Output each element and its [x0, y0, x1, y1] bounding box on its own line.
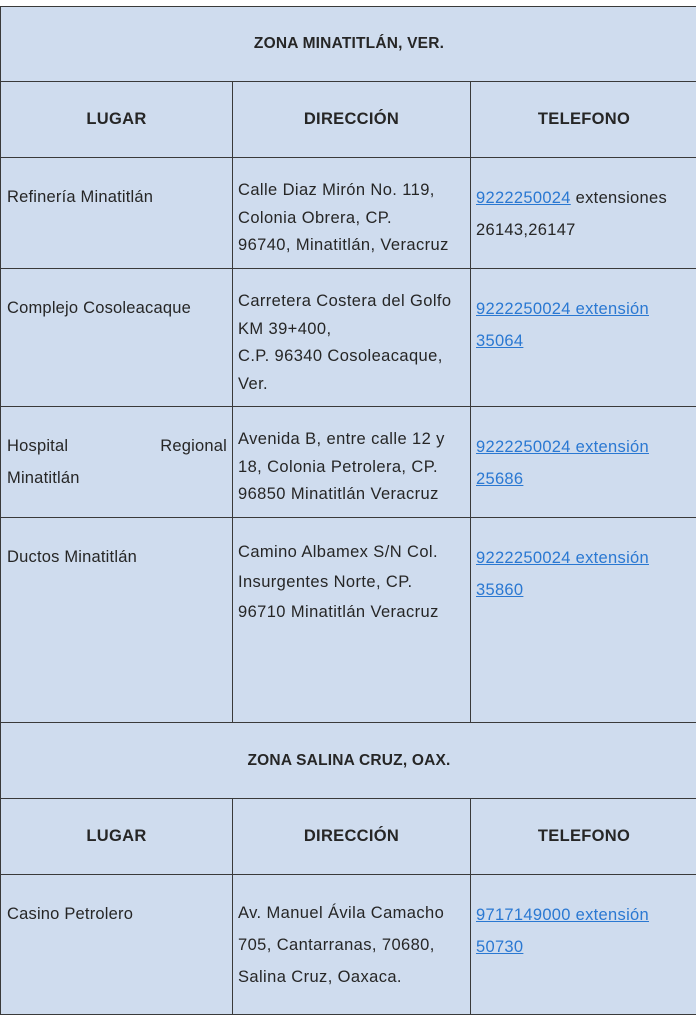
direccion-cell — [233, 518, 471, 723]
address-line: Calle Diaz Mirón No. 119, — [238, 177, 464, 205]
address-line: 96850 Minatitlán Veracruz — [238, 481, 464, 509]
address-line: 96710 Minatitlán Veracruz — [238, 597, 464, 627]
lugar-cell: Complejo Cosoleacaque — [1, 269, 233, 407]
direccion-cell — [233, 875, 471, 1015]
phone-number-text: 9222250024 extensión — [476, 300, 649, 318]
address-line: 18, Colonia Petrolera, CP. — [238, 454, 464, 482]
header-direccion: DIRECCIÓN — [233, 82, 471, 158]
telefono-cell — [471, 269, 696, 407]
directory-table — [0, 6, 696, 1015]
telefono-cell — [471, 518, 696, 723]
address-line: Camino Albamex S/N Col. — [238, 537, 464, 567]
direccion-cell — [233, 407, 471, 518]
header-lugar: LUGAR — [1, 82, 233, 158]
phone-link[interactable] — [476, 300, 649, 350]
address-line: 96740, Minatitlán, Veracruz — [238, 232, 464, 260]
address-line: Carretera Costera del Golfo — [238, 288, 464, 316]
phone-extension: 35064 — [476, 332, 523, 350]
zone-title-salina-cruz: ZONA SALINA CRUZ, OAX. — [1, 723, 696, 799]
header-lugar: LUGAR — [1, 799, 233, 875]
phone-number-text: 9222250024 extensión — [476, 549, 649, 567]
lugar-cell: Ductos Minatitlán — [1, 518, 233, 723]
telefono-cell — [471, 407, 696, 518]
phone-extension: 25686 — [476, 470, 523, 488]
address-line: Insurgentes Norte, CP. — [238, 567, 464, 597]
lugar-cell — [1, 407, 233, 518]
address-line: KM 39+400, — [238, 316, 464, 344]
table-row — [1, 518, 696, 723]
header-telefono: TELEFONO — [471, 82, 696, 158]
direccion-cell — [233, 158, 471, 269]
header-telefono: TELEFONO — [471, 799, 696, 875]
phone-number-text: 9717149000 extensión — [476, 906, 649, 924]
address-line: Ver. — [238, 371, 464, 399]
address-line: 705, Cantarranas, 70680, — [238, 929, 464, 961]
direccion-cell — [233, 269, 471, 407]
lugar-cell: Casino Petrolero — [1, 875, 233, 1015]
phone-extension-label: extensiones — [576, 189, 667, 207]
telefono-cell — [471, 158, 696, 269]
phone-number-text: 9222250024 extensión — [476, 438, 649, 456]
zone-title-minatitlan: ZONA MINATITLÁN, VER. — [1, 7, 696, 82]
lugar-line: Minatitlán — [7, 462, 227, 494]
header-direccion: DIRECCIÓN — [233, 799, 471, 875]
phone-extension: 35860 — [476, 581, 523, 599]
address-line: Salina Cruz, Oaxaca. — [238, 961, 464, 993]
address-line: Avenida B, entre calle 12 y — [238, 426, 464, 454]
address-line: Colonia Obrera, CP. — [238, 205, 464, 233]
phone-link[interactable]: 9222250024 — [476, 189, 571, 207]
phone-link[interactable] — [476, 549, 649, 599]
address-line: C.P. 96340 Cosoleacaque, — [238, 343, 464, 371]
phone-extensions: 26143,26147 — [476, 221, 576, 239]
lugar-cell: Refinería Minatitlán — [1, 158, 233, 269]
telefono-cell — [471, 875, 696, 1015]
phone-extension: 50730 — [476, 938, 523, 956]
table-row — [1, 407, 696, 518]
table-row — [1, 875, 696, 1015]
table-row — [1, 158, 696, 269]
lugar-line: Hospital Regional — [7, 430, 227, 462]
phone-link[interactable] — [476, 906, 649, 956]
contact-directory — [0, 6, 696, 1015]
address-line: Av. Manuel Ávila Camacho — [238, 897, 464, 929]
table-row — [1, 269, 696, 407]
phone-link[interactable] — [476, 438, 649, 488]
